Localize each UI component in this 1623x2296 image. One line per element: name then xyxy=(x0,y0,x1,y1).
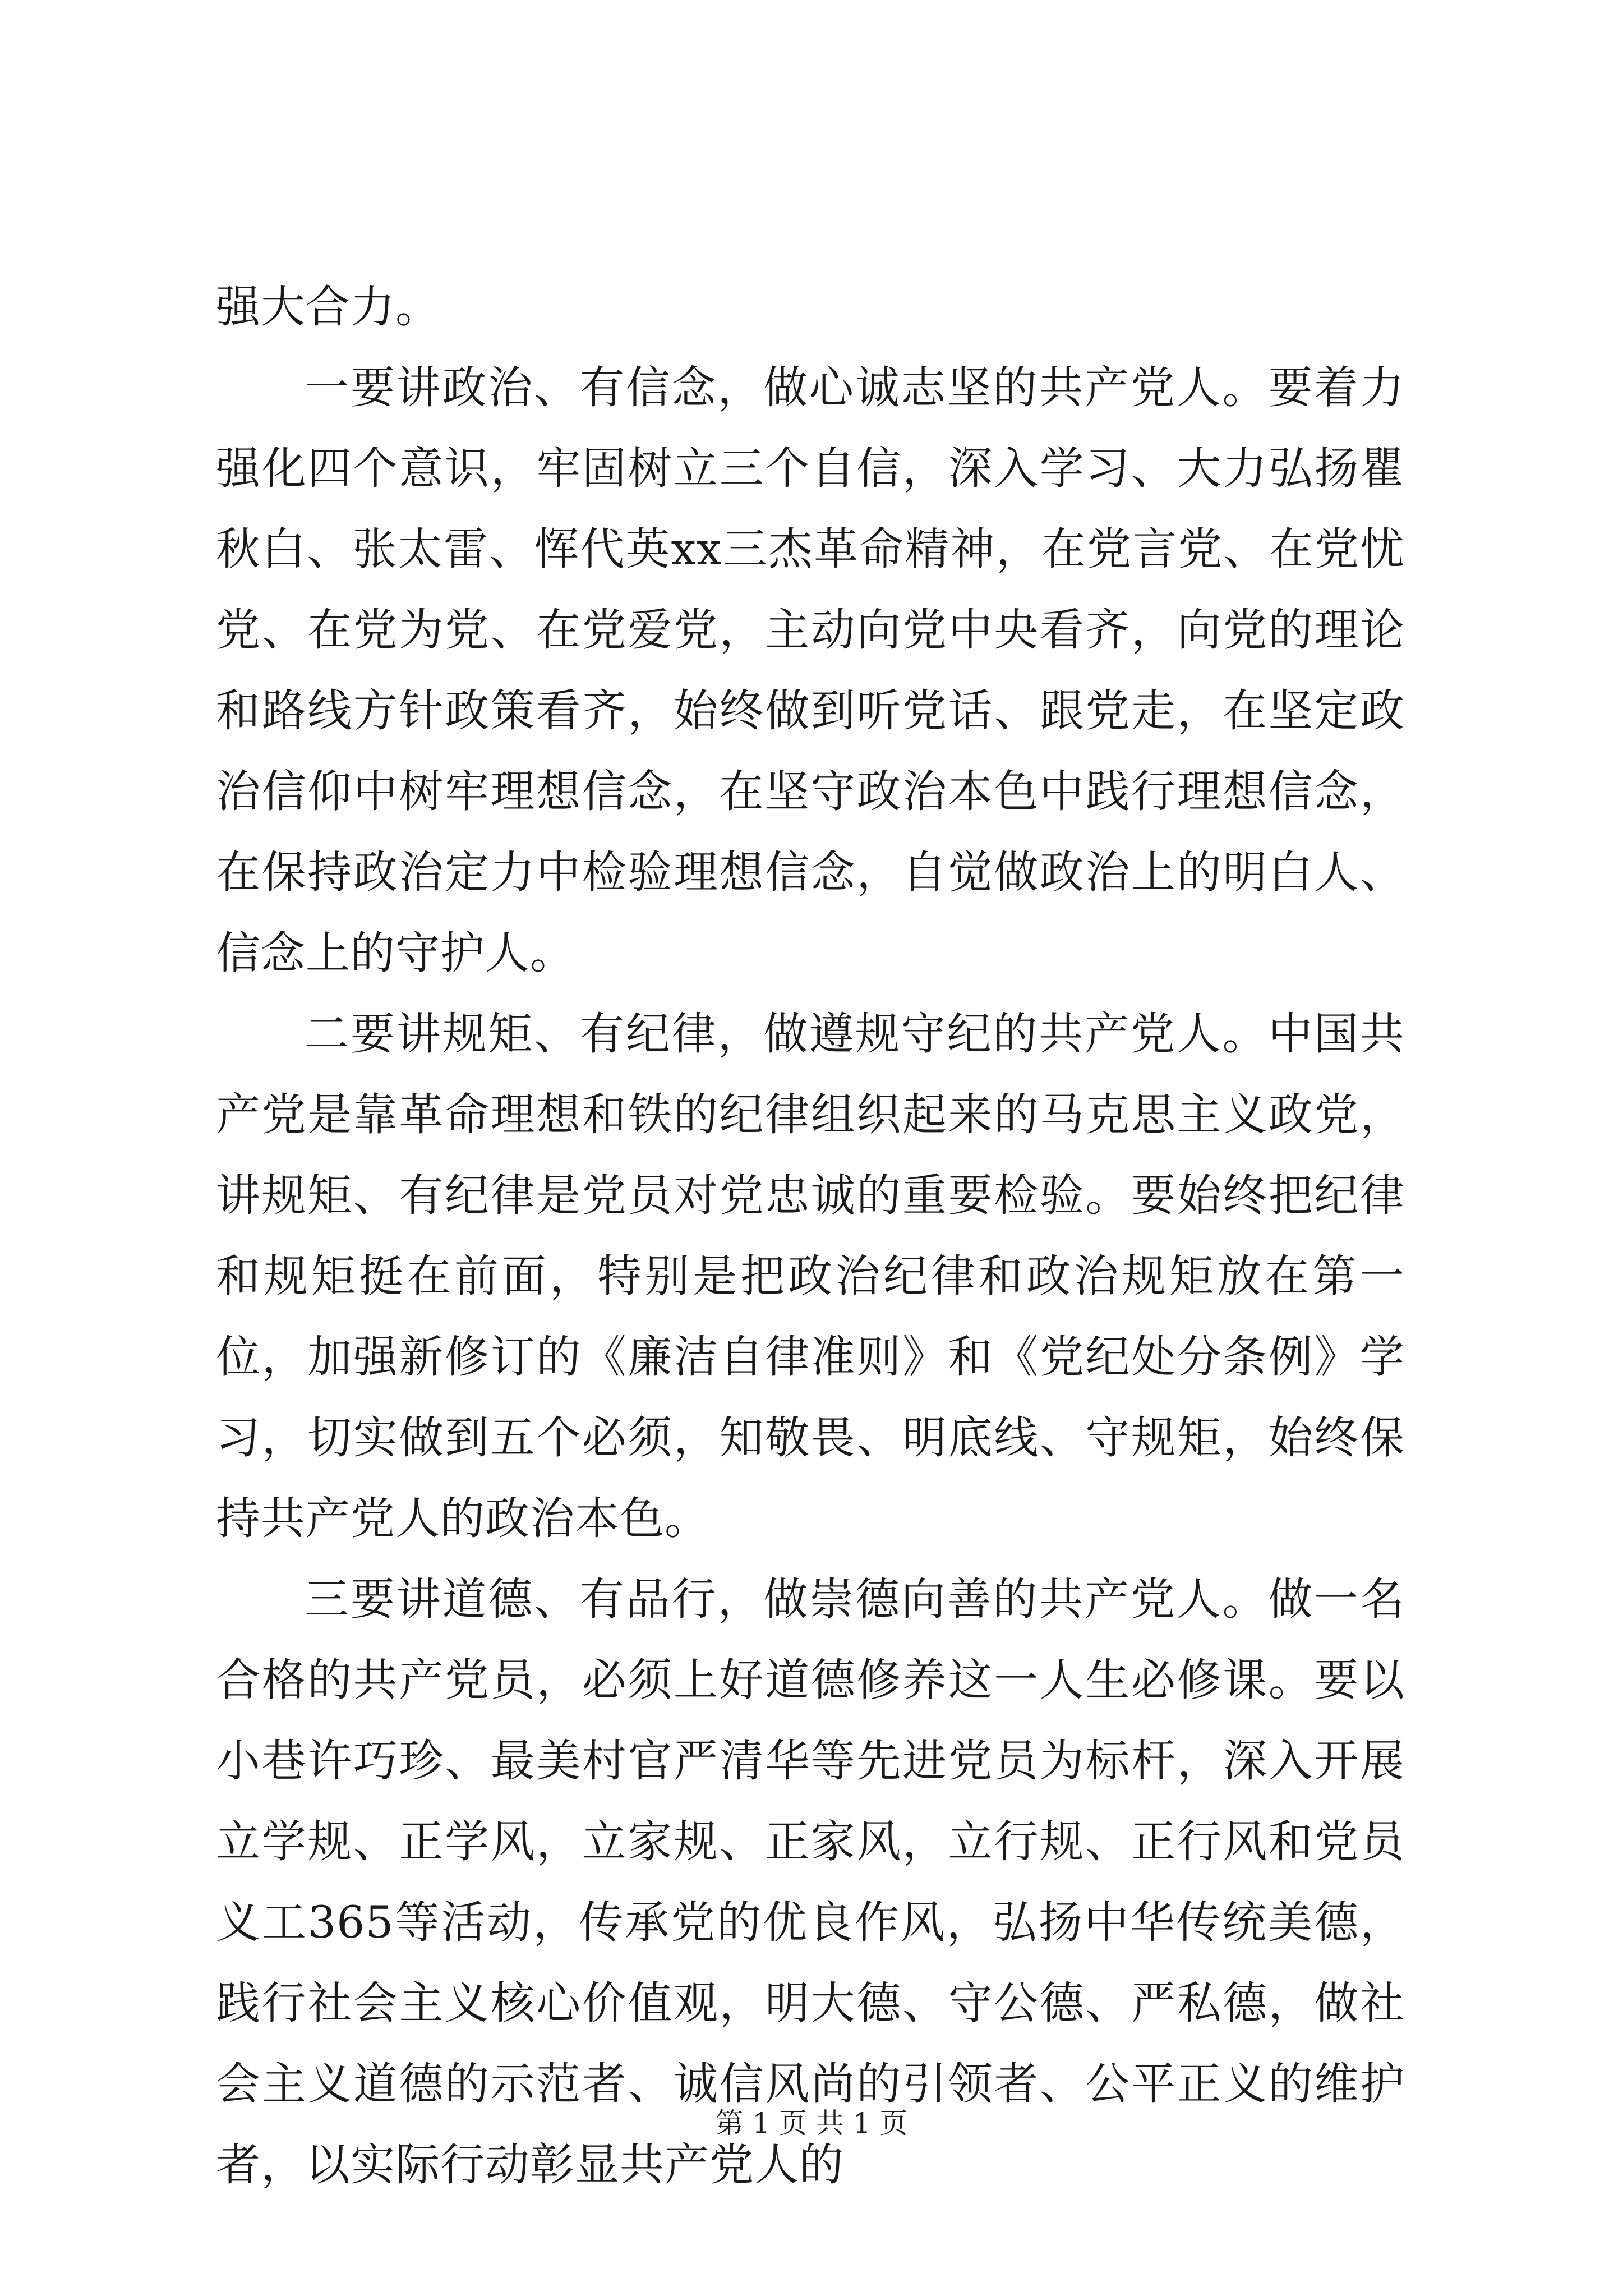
paragraph-1: 强大合力。 xyxy=(216,281,440,333)
paragraph-3: 二要讲规矩、有纪律，做遵规守纪的共产党人。中国共产党是靠革命理想和铁的纪律组织起来的马克思主义政党，讲规矩、有纪律是党员对党忠诚的重要检验。要始终把纪律和规矩挺在前面，特别是把政治纪律和政治规矩放在第一位，加强新修订的《廉洁自律准则》和《党纪处分条例》学习，切实做到五个必须，知敬畏、明底线、守规矩，始终保持共产党人的政治本色。 xyxy=(216,1008,1405,1544)
page-number-label: 第 1 页 共 1 页 xyxy=(715,2107,908,2139)
paragraph-4: 三要讲道德、有品行，做崇德向善的共产党人。做一名合格的共产党员，必须上好道德修养这一人生必修课。要以小巷许巧珍、最美村官严清华等先进党员为标杆，深入开展立学规、正学风，立家规、正家风，立行规、正行风和党员义工365等活动，传承党的优良作风，弘扬中华传统美德，践行社会主义核心价值观，明大德、守公德、严私德，做社会主义道德的示范者、诚信风尚的引领者、公平正义的维护者，以实际行动彰显共产党人的 xyxy=(216,1573,1405,2191)
document-body xyxy=(216,266,1405,2205)
paragraph-2: 一要讲政治、有信念，做心诚志坚的共产党人。要着力强化四个意识，牢固树立三个自信，深入学习、大力弘扬瞿秋白、张太雷、恽代英xx三杰革命精神，在党言党、在党忧党、在党为党、在党爱党，主动向党中央看齐，向党的理论和路线方针政策看齐，始终做到听党话、跟党走，在坚定政治信仰中树牢理想信念，在坚守政治本色中践行理想信念，在保持政治定力中检验理想信念，自觉做政治上的明白人、信念上的守护人。 xyxy=(216,362,1405,979)
page-footer xyxy=(0,2101,1623,2141)
